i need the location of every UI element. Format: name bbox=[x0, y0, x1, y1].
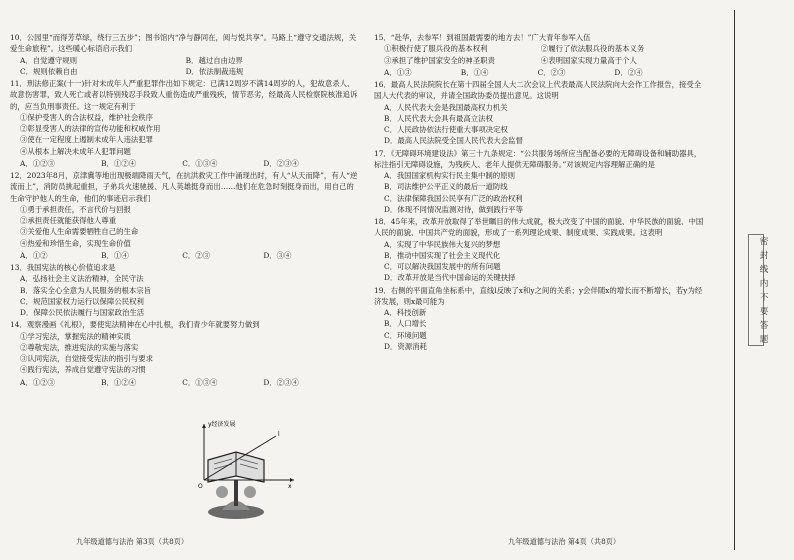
answer-option: ①积极行使了服兵役的基本权利 bbox=[384, 44, 488, 54]
seal-char: 题 bbox=[759, 335, 769, 345]
answer-option: B．①②④ bbox=[101, 377, 137, 387]
question-block bbox=[374, 32, 704, 66]
answer-option: D．最高人民法院受全国人民代表大会监督 bbox=[384, 136, 523, 146]
answer-option: A．①②③ bbox=[20, 377, 55, 387]
answer-option: ②承担责任就能获得他人尊重 bbox=[20, 216, 117, 225]
option-list bbox=[384, 102, 704, 147]
answer-option: A．①②③ bbox=[20, 158, 55, 168]
option-list bbox=[20, 112, 358, 157]
seal-char: 不 bbox=[759, 293, 769, 303]
coordinate-graph bbox=[190, 416, 300, 490]
question-block bbox=[10, 319, 358, 375]
answer-option: D．②④ bbox=[614, 67, 643, 77]
answer-option: ③关爱他人生命需要牺牲自己的生命 bbox=[20, 227, 139, 237]
answer-option: B．人民代表大会具有最高立法权 bbox=[384, 113, 493, 123]
answer-option: ②彰显受害人的法律的宣传功能和权威作用 bbox=[20, 124, 161, 133]
answer-option: C．法律保障我国公民享有广泛的政治权利 bbox=[384, 193, 523, 203]
question-stem: 18．45年来，改革开放取得了举世瞩目的伟大成就，极大改变了中国的面貌、中华民族的面貌、中国人民的面貌、中国共产党的面貌，形成了一系列理论成果、制度成果、实践成果。这表明 bbox=[374, 217, 704, 238]
answer-option: C．①③④ bbox=[182, 377, 218, 387]
origin-label: O bbox=[198, 483, 203, 490]
option-list bbox=[20, 55, 358, 78]
left-page bbox=[10, 32, 358, 389]
answer-option: C．人民政协依法行使重大事项决定权 bbox=[384, 125, 508, 134]
question-stem: 15．“赴华，去参军！到祖国最需要的地方去！”广大青年参军入伍 bbox=[374, 33, 591, 42]
answer-option: C．①③④ bbox=[182, 158, 218, 168]
x-axis-label: x bbox=[288, 483, 292, 490]
answer-option: ④践行宪法，养成自觉遵守宪法的习惯 bbox=[20, 365, 146, 375]
option-list bbox=[20, 331, 200, 376]
left-page-footer: 九年级道德与法治 第3页（共8页） bbox=[76, 537, 189, 546]
answer-option: ①学习宪法，掌握宪法的精神实质 bbox=[20, 331, 131, 341]
answer-option: A．实现了中华民族伟大复兴的梦想 bbox=[384, 239, 501, 249]
question-stem: 10．公园里“而得芳草绿，绕行三五步”；图书馆内“净与静同在，阅与悦共享”。马路上“遵守交通法规，关爱生命旅程”。这些暖心标语启示我们 bbox=[10, 33, 357, 54]
answer-option: ③使在一定程度上遏制未成年人违法犯罪 bbox=[20, 135, 154, 145]
option-list bbox=[384, 67, 704, 78]
question-stem: 13．我国宪法的核心价值追求是 bbox=[10, 263, 116, 272]
option-list bbox=[384, 170, 704, 215]
question-block bbox=[374, 67, 704, 78]
seal-char: 答 bbox=[759, 321, 769, 331]
option-list bbox=[20, 250, 358, 261]
option-list bbox=[20, 377, 358, 388]
answer-option: D．③④ bbox=[263, 250, 292, 260]
question-block bbox=[10, 250, 358, 261]
right-page-footer: 九年级道德与法治 第4页（共8页） bbox=[508, 537, 621, 546]
answer-option: C．规则依赖自由 bbox=[20, 66, 78, 76]
question-block bbox=[10, 32, 358, 77]
answer-option: A．我国国家机构实行民主集中制的原则 bbox=[384, 171, 515, 180]
seal-char: 密 bbox=[759, 237, 769, 247]
answer-option: B．①④ bbox=[101, 250, 129, 260]
answer-option: D．资源消耗 bbox=[384, 341, 427, 351]
option-list bbox=[384, 239, 704, 284]
answer-option: D．依法制裁违规 bbox=[185, 66, 244, 76]
seal-char: 内 bbox=[759, 279, 769, 289]
y-axis-label: y经济发展 bbox=[208, 421, 236, 428]
answer-option: D．②③④ bbox=[263, 377, 299, 387]
question-block bbox=[374, 216, 704, 284]
question-stem: 12．2023年8月，京津冀等地出现极端降雨天气，在抗洪救灾工作中涌现出时，有人“从天而降”，有人“逆流而上”，消防员挑起重担，子弟兵火速驰援、凡人英雄挺身而出……他们在危急时刻挺身而出，用自己的生命守护他人的生命，他们的事迹启示我们 bbox=[10, 171, 358, 203]
answer-option: A．①② bbox=[20, 250, 48, 260]
answer-option: ④热爱和珍惜生命，实现生命价值 bbox=[20, 238, 131, 248]
answer-option: C．规范国家权力运行以保障公民权利 bbox=[20, 296, 144, 306]
question-block bbox=[10, 377, 358, 388]
answer-option: A．科技创新 bbox=[384, 308, 427, 317]
option-list bbox=[20, 158, 358, 169]
question-block bbox=[10, 158, 358, 169]
line-l bbox=[204, 436, 276, 480]
question-block bbox=[10, 262, 358, 318]
answer-option: ③认同宪法，自觉接受宪法的指引与要求 bbox=[20, 354, 154, 363]
answer-option: B．落实全心全意为人民服务的根本宗旨 bbox=[20, 285, 152, 295]
seal-line bbox=[734, 10, 735, 550]
answer-option: A．①③ bbox=[384, 67, 412, 77]
answer-option: ②履行了依法服兵役的基本义务 bbox=[540, 44, 645, 54]
answer-option: B．推动中国实现了社会主义现代化 bbox=[384, 250, 501, 260]
question-block bbox=[374, 148, 704, 216]
answer-option: ④表明国家实现力量高于个人 bbox=[540, 55, 637, 65]
answer-option: D．②③④ bbox=[263, 158, 299, 168]
answer-option: B．越过自由边界 bbox=[185, 55, 243, 65]
question-stem: 11．刑法修正案(十一)针对未成年人严重犯罪作出如下规定：已满12周岁不满14周岁的人，犯故意杀人、故意伤害罪，致人死亡或者以特别残忍手段致人重伤造成严重残疾，情节恶劣，经最高人民检察院核准追诉的，应当负刑事责任。这一规定有利于 bbox=[10, 79, 358, 111]
question-block bbox=[374, 79, 704, 147]
answer-option: D．改革开放是当代中国命运的关键抉择 bbox=[384, 273, 516, 283]
answer-option: ①保护受害人的合法权益，维护社会秩序 bbox=[20, 112, 154, 122]
answer-option: ④从根本上解决未成年人犯罪问题 bbox=[20, 146, 131, 156]
option-list bbox=[384, 307, 704, 352]
question-stem: 17．《无障碍环境建设法》第三十九条规定：“公共服务场所应当配备必要的无障碍设备和辅助器具，标注指引无障碍设施，为残疾人、老年人提供无障碍服务。”对该规定内容理解正确的是 bbox=[374, 148, 702, 169]
question-stem: 19．右侧的平面直角坐标系中，直线l反映了x和y之间的关系；y会伴随x的增长而不断增长，若y为经济发展，则x最可能为 bbox=[374, 285, 703, 306]
answer-option: ②尊敬宪法，推进宪法的实施与落实 bbox=[20, 342, 139, 352]
answer-option: B．①④ bbox=[460, 67, 489, 77]
line-label: l bbox=[278, 431, 280, 438]
option-list bbox=[20, 204, 358, 249]
answer-option: C．②③ bbox=[182, 250, 211, 260]
answer-option: C．可以解决我国发展中的所有问题 bbox=[384, 262, 501, 271]
answer-option: ③承担了维护国家安全的神圣职责 bbox=[384, 55, 495, 65]
question-stem: 16．最高人民法院院长在第十四届全国人大二次会议上代表最高人民法院向大会作工作报告，接受全国人大代表的审议，并请全国政协委员提出意见。这说明 bbox=[374, 80, 702, 101]
question-block bbox=[10, 170, 358, 249]
answer-option: C．②③ bbox=[537, 67, 566, 77]
seal-char: 要 bbox=[759, 307, 769, 317]
answer-option: B．司法维护公平正义的最后一道防线 bbox=[384, 182, 508, 192]
question-stem: 14．观察漫画《礼根》，要使宪法精神在心中扎根，我们青少年就要努力做到 bbox=[10, 320, 260, 330]
question-block bbox=[374, 285, 704, 353]
seal-char: 封 bbox=[759, 251, 769, 261]
answer-option: D．保障公民依法履行与国家政治生活 bbox=[20, 308, 145, 317]
seal-char: 线 bbox=[759, 265, 769, 275]
answer-option: ①勇于承担责任，不言代价与回报 bbox=[20, 204, 131, 214]
answer-option: C．环境问题 bbox=[384, 330, 427, 340]
question-block bbox=[10, 78, 358, 157]
answer-option: B．人口增长 bbox=[384, 319, 427, 329]
answer-option: D．体现不同情况监测对待，做到践行平等 bbox=[384, 204, 523, 214]
answer-option: A．人民代表大会是我国最高权力机关 bbox=[384, 102, 508, 112]
option-list bbox=[20, 273, 358, 318]
answer-option: B．①②④ bbox=[101, 158, 137, 168]
right-page bbox=[374, 32, 704, 353]
answer-option: A．自觉遵守规则 bbox=[20, 55, 78, 65]
answer-option: A．弘扬社会主义法治精神，全民守法 bbox=[20, 274, 144, 284]
option-list bbox=[384, 43, 704, 66]
